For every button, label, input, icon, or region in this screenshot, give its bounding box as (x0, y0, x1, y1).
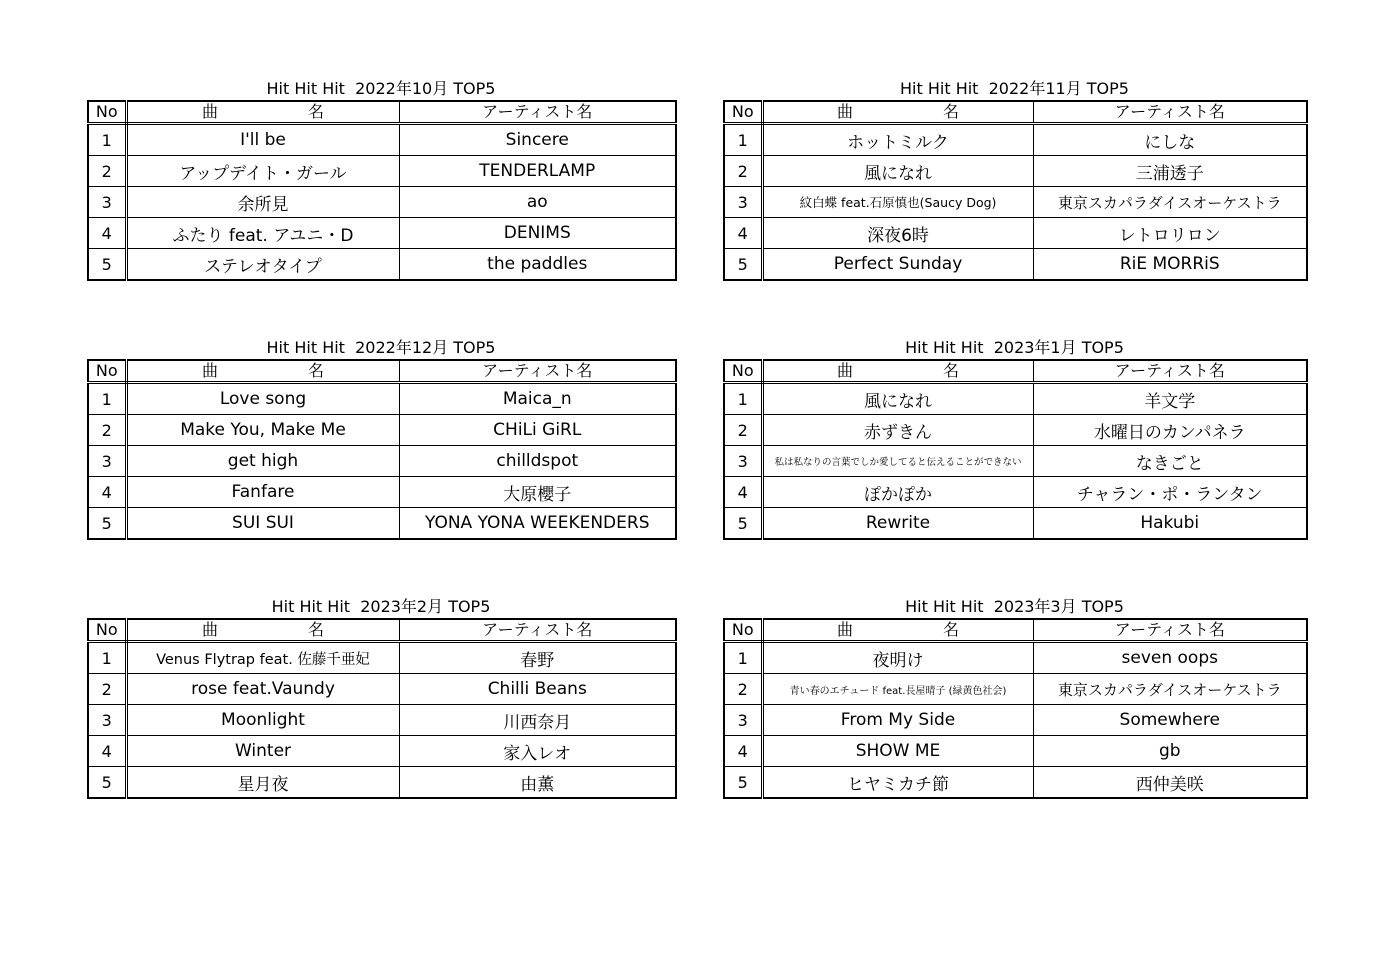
rank-no: 3 (88, 705, 126, 736)
header-no: No (724, 101, 762, 124)
song-name: 風になれ (762, 383, 1033, 415)
table-row (88, 674, 676, 705)
header-song-left: 曲 (836, 102, 853, 121)
table-row (88, 705, 676, 736)
song-name: 余所見 (126, 187, 399, 218)
rank-no: 1 (724, 642, 762, 674)
song-name: アップデイト・ガール (126, 156, 399, 187)
rank-no: 1 (724, 383, 762, 415)
rank-no: 3 (724, 705, 762, 736)
song-name: Perfect Sunday (762, 249, 1033, 281)
header-artist: アーティスト名 (399, 360, 676, 383)
song-name: 紋白蝶 feat.石原慎也(Saucy Dog) (762, 187, 1033, 218)
header-no: No (88, 619, 126, 642)
rank-no: 5 (88, 767, 126, 799)
ranking-table (723, 100, 1308, 281)
header-artist: アーティスト名 (1033, 360, 1307, 383)
chart-2022-11 (723, 78, 1306, 281)
table-header-row (724, 619, 1307, 642)
header-artist: アーティスト名 (399, 101, 676, 124)
header-artist: アーティスト名 (1033, 619, 1307, 642)
table-row (724, 705, 1307, 736)
chart-title: Hit Hit Hit 2023年1月 TOP5 (905, 338, 1124, 357)
artist-name: ao (399, 187, 676, 218)
table-row (88, 218, 676, 249)
rank-no: 1 (88, 642, 126, 674)
table-row (724, 477, 1307, 508)
artist-name: 水曜日のカンパネラ (1033, 415, 1307, 446)
table-row (88, 477, 676, 508)
song-name: I'll be (126, 124, 399, 156)
table-header-row (724, 101, 1307, 124)
artist-name: 西仲美咲 (1033, 767, 1307, 799)
table-row (88, 446, 676, 477)
table-row (88, 156, 676, 187)
chart-2023-01 (723, 337, 1306, 540)
song-name: 星月夜 (126, 767, 399, 799)
rank-no: 2 (724, 156, 762, 187)
chart-title: Hit Hit Hit 2022年11月 TOP5 (900, 79, 1129, 98)
rank-no: 2 (88, 415, 126, 446)
chart-2022-12 (87, 337, 675, 540)
rank-no: 3 (88, 446, 126, 477)
artist-name: 羊文学 (1033, 383, 1307, 415)
rank-no: 1 (724, 124, 762, 156)
song-name: SHOW ME (762, 736, 1033, 767)
song-name: ステレオタイプ (126, 249, 399, 281)
chart-title: Hit Hit Hit 2023年2月 TOP5 (271, 597, 491, 616)
header-song-right: 名 (308, 620, 325, 639)
song-name: get high (126, 446, 399, 477)
header-song (126, 360, 399, 383)
rank-no: 2 (88, 674, 126, 705)
artist-name: 川西奈月 (399, 705, 676, 736)
ranking-table (723, 618, 1308, 799)
artist-name: Sincere (399, 124, 676, 156)
song-name: Rewrite (762, 508, 1033, 540)
ranking-table (723, 359, 1308, 540)
song-name: Venus Flytrap feat. 佐藤千亜妃 (126, 642, 399, 674)
table-row (724, 446, 1307, 477)
artist-name: DENIMS (399, 218, 676, 249)
table-row (724, 415, 1307, 446)
header-song (762, 619, 1033, 642)
chart-title: Hit Hit Hit 2022年10月 TOP5 (266, 79, 496, 98)
header-song-left: 曲 (201, 620, 218, 639)
rank-no: 2 (88, 156, 126, 187)
rank-no: 5 (724, 767, 762, 799)
header-song-left: 曲 (836, 361, 853, 380)
header-song-right: 名 (943, 361, 960, 380)
rank-no: 3 (88, 187, 126, 218)
ranking-table (87, 618, 677, 799)
header-song (126, 619, 399, 642)
artist-name: 大原櫻子 (399, 477, 676, 508)
rank-no: 5 (88, 249, 126, 281)
artist-name: Chilli Beans (399, 674, 676, 705)
artist-name: chilldspot (399, 446, 676, 477)
artist-name: CHiLi GiRL (399, 415, 676, 446)
artist-name: にしな (1033, 124, 1307, 156)
header-song-right: 名 (943, 620, 960, 639)
table-header-row (88, 101, 676, 124)
header-song-left: 曲 (836, 620, 853, 639)
rank-no: 5 (88, 508, 126, 540)
artist-name: the paddles (399, 249, 676, 281)
header-no: No (724, 619, 762, 642)
artist-name: RiE MORRiS (1033, 249, 1307, 281)
table-row (88, 736, 676, 767)
table-row (724, 218, 1307, 249)
header-no: No (88, 360, 126, 383)
rank-no: 1 (88, 383, 126, 415)
chart-title: Hit Hit Hit 2022年12月 TOP5 (266, 338, 496, 357)
rank-no: 4 (88, 477, 126, 508)
artist-name: なきごと (1033, 446, 1307, 477)
table-row (724, 508, 1307, 540)
header-artist: アーティスト名 (399, 619, 676, 642)
header-song-left: 曲 (201, 361, 218, 380)
song-name: ぽかぽか (762, 477, 1033, 508)
artist-name: YONA YONA WEEKENDERS (399, 508, 676, 540)
song-name: Winter (126, 736, 399, 767)
ranking-table (87, 100, 677, 281)
table-row (724, 767, 1307, 799)
rank-no: 2 (724, 674, 762, 705)
artist-name: 由薫 (399, 767, 676, 799)
table-row (724, 124, 1307, 156)
rank-no: 2 (724, 415, 762, 446)
artist-name: Maica_n (399, 383, 676, 415)
rank-no: 5 (724, 249, 762, 281)
song-name: SUI SUI (126, 508, 399, 540)
song-name: ふたり feat. アユニ・D (126, 218, 399, 249)
rank-no: 4 (724, 477, 762, 508)
artist-name: Hakubi (1033, 508, 1307, 540)
table-row (724, 642, 1307, 674)
rank-no: 3 (724, 446, 762, 477)
header-no: No (88, 101, 126, 124)
table-row (88, 415, 676, 446)
header-song-right: 名 (308, 102, 325, 121)
rank-no: 5 (724, 508, 762, 540)
header-song (762, 101, 1033, 124)
rank-no: 3 (724, 187, 762, 218)
chart-title: Hit Hit Hit 2023年3月 TOP5 (905, 597, 1124, 616)
rank-no: 4 (724, 736, 762, 767)
song-name: Fanfare (126, 477, 399, 508)
song-name: 青い春のエチュード feat.長屋晴子 (緑黄色社会) (762, 674, 1033, 705)
header-song (126, 101, 399, 124)
song-name: rose feat.Vaundy (126, 674, 399, 705)
rank-no: 4 (724, 218, 762, 249)
table-row (88, 383, 676, 415)
table-row (88, 767, 676, 799)
artist-name: レトロリロン (1033, 218, 1307, 249)
header-song (762, 360, 1033, 383)
table-header-row (88, 360, 676, 383)
table-row (88, 642, 676, 674)
artist-name: seven oops (1033, 642, 1307, 674)
song-name: 風になれ (762, 156, 1033, 187)
artist-name: TENDERLAMP (399, 156, 676, 187)
rank-no: 1 (88, 124, 126, 156)
song-name: 深夜6時 (762, 218, 1033, 249)
artist-name: Somewhere (1033, 705, 1307, 736)
header-song-right: 名 (308, 361, 325, 380)
song-name: Make You, Make Me (126, 415, 399, 446)
rank-no: 4 (88, 736, 126, 767)
artist-name: 三浦透子 (1033, 156, 1307, 187)
table-header-row (724, 360, 1307, 383)
chart-2022-10 (87, 78, 675, 281)
header-song-left: 曲 (201, 102, 218, 121)
rank-no: 4 (88, 218, 126, 249)
song-name: From My Side (762, 705, 1033, 736)
chart-2023-02 (87, 596, 675, 799)
table-header-row (88, 619, 676, 642)
artist-name: gb (1033, 736, 1307, 767)
ranking-table (87, 359, 677, 540)
table-row (88, 187, 676, 218)
artist-name: 東京スカパラダイスオーケストラ (1033, 674, 1307, 705)
table-row (88, 508, 676, 540)
song-name: ホットミルク (762, 124, 1033, 156)
artist-name: 春野 (399, 642, 676, 674)
artist-name: 東京スカパラダイスオーケストラ (1033, 187, 1307, 218)
header-artist: アーティスト名 (1033, 101, 1307, 124)
table-row (724, 156, 1307, 187)
table-row (724, 736, 1307, 767)
table-row (88, 124, 676, 156)
header-song-right: 名 (943, 102, 960, 121)
song-name: 赤ずきん (762, 415, 1033, 446)
song-name: 夜明け (762, 642, 1033, 674)
song-name: 私は私なりの言葉でしか愛してると伝えることができない (762, 446, 1033, 477)
table-row (724, 249, 1307, 281)
table-row (88, 249, 676, 281)
chart-2023-03 (723, 596, 1306, 799)
table-row (724, 383, 1307, 415)
artist-name: 家入レオ (399, 736, 676, 767)
song-name: Moonlight (126, 705, 399, 736)
song-name: Love song (126, 383, 399, 415)
song-name: ヒヤミカチ節 (762, 767, 1033, 799)
table-row (724, 674, 1307, 705)
artist-name: チャラン・ポ・ランタン (1033, 477, 1307, 508)
header-no: No (724, 360, 762, 383)
table-row (724, 187, 1307, 218)
